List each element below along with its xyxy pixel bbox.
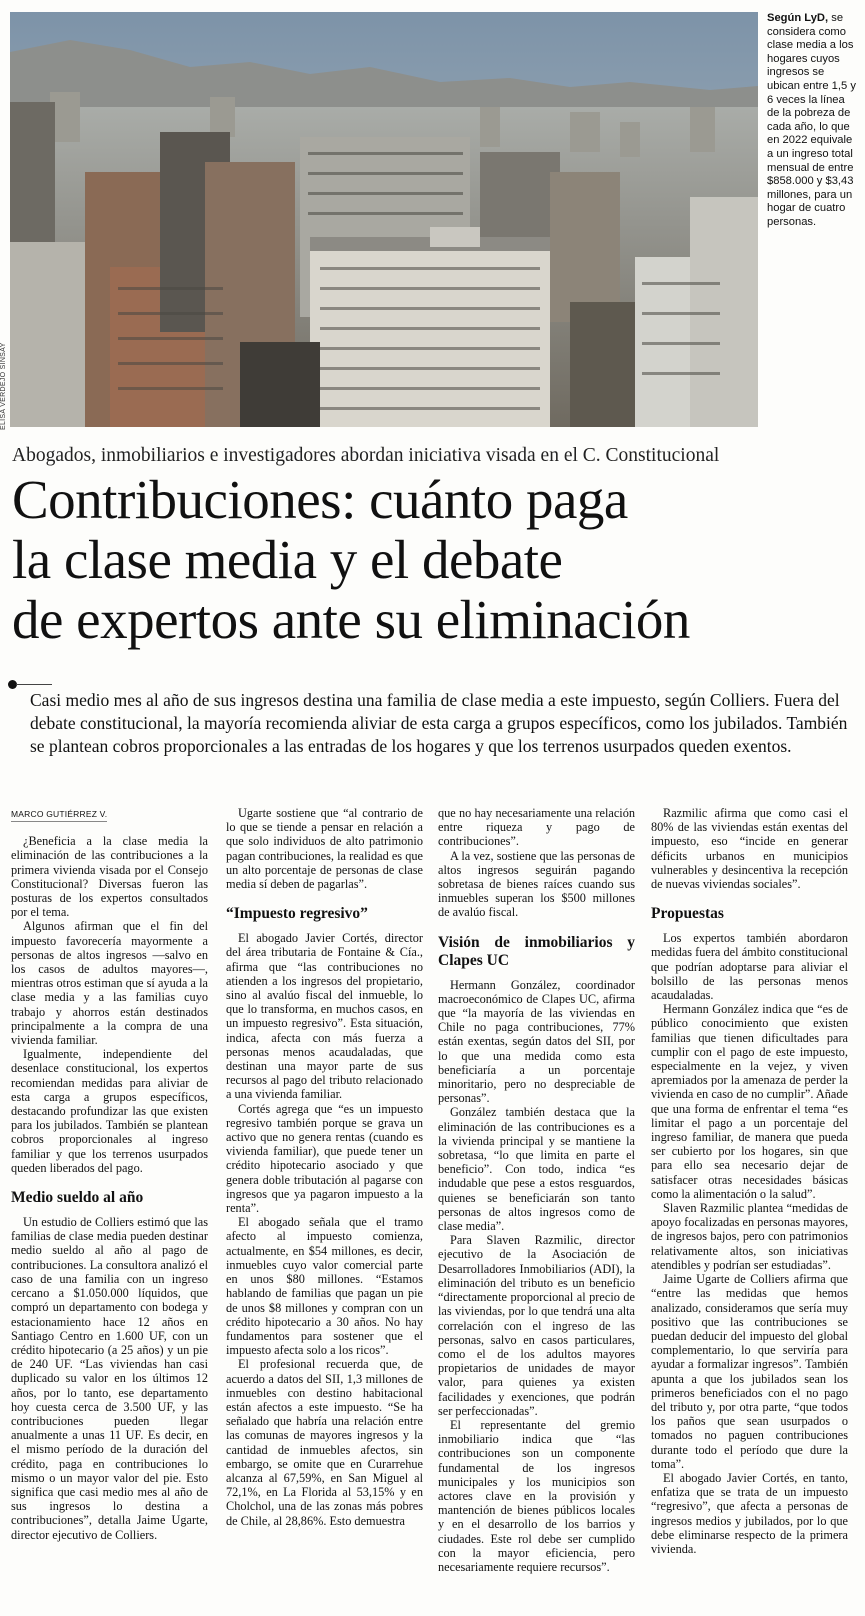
paragraph: El abogado señala que el tramo afecto al impuesto comienza, actualmente, en $54 millones, es decir, inmuebles cuyo valor comercial parte en unos $80 millones. “Estamos hablando de familias que pagan un pie de unos $8 millones y compran con un crédito hipotecario a 30 años. No hay fundamentos para sostener que el impuesto afecta solo a los ricos”. (226, 1215, 423, 1358)
byline: MARCO GUTIÉRREZ V. (11, 807, 107, 822)
article-column-1 (11, 806, 208, 1542)
paragraph: Hermann González indica que “es de público conocimiento que existen familias que tienen dificultades para cumplir con el pago de este impuesto, especialmente en la vejez, y viven apremiados por la amenaza de perder la vivienda en caso de no cumplir”. Añade que una forma de enfrentar el tema “es limitar el pago a un porcentaje del ingreso familiar, de manera que pueda ser cubierto por los hogares, sin que para ello sea necesario dejar de satisfacer otras necesidades básicas como la alimentación o la salud”. (651, 1002, 848, 1201)
paragraph: Jaime Ugarte de Colliers afirma que “entre las medidas que hemos analizado, consideramos que sería muy positivo que las contribuciones se puedan deducir del impuesto del global complementario, lo que serviría para ayudar a formalizar ingresos”. También apunta a que los jubilados sean los primeros beneficiados con el no pago del tributo y, por otra parte, “que todos los paños que sean usurpados o tomados no paguen contribuciones durante todo el período que dure la toma”. (651, 1272, 848, 1471)
paragraph: Cortés agrega que “es un impuesto regresivo también porque se grava un activo que no genera rentas (cuando es vivienda familiar), que puede tener un crédito hipotecario asociado y que genera doble tributación al pagarse con ingresos que ya pagaron impuesto a la renta”. (226, 1101, 423, 1216)
article-column-3 (438, 806, 635, 1574)
paragraph: que no hay necesariamente una relación entre riqueza y pago de contribuciones”. (438, 806, 635, 849)
kicker: Abogados, inmobiliarios e investigadores abordan iniciativa visada en el C. Constitucional (12, 445, 720, 466)
paragraph: Igualmente, independiente del desenlace constitucional, los expertos recomiendan medidas para aliviar de esta carga a grupos específicos, destacando profundizar las que existen para los jubilados. También se plantean cobros proporcionales al ingreso familiar y que los terrenos usurpados queden liberados del pago. (11, 1047, 208, 1175)
headline-line-3: de expertos ante su eliminación (12, 589, 690, 650)
headline (12, 470, 857, 650)
paragraph: ¿Beneficia a la clase media la eliminación de las contribuciones a la primera vivienda visada por el Consejo Constitucional? Diversas fueron las posturas de los expertos consultados por el tema. (11, 834, 208, 920)
paragraph: El profesional recuerda que, de acuerdo a datos del SII, 1,3 millones de inmuebles con destino habitacional están afectos a este impuesto. “Se ha señalado que habría una relación entre las comunas de mayores ingresos y la cantidad de inmuebles afectos, sin embargo, se omite que en Curarrehue alcanza al 67,59%, en San Miguel al 72,1%, en La Florida al 53,15% y en Cholchol, una de las zonas más pobres de Chile, al 28,86%. Esto demuestra (226, 1357, 423, 1528)
paragraph: El abogado Javier Cortés, en tanto, enfatiza que se trata de un impuesto “regresivo”, que afecta a personas de ingresos medios y jubilados, por lo que debe eliminarse respecto de la primera vivienda. (651, 1470, 848, 1556)
lead-paragraph: Casi medio mes al año de sus ingresos destina una familia de clase media a este impuesto, según Colliers. Fuera del debate constitucional, la mayoría recomienda aliviar de esta carga a grupos específicos, como los jubilados. También se plantean cobros proporcionales a las entradas de los hogares y que los terrenos usurpados queden exentos. (30, 690, 848, 756)
paragraph: Razmilic afirma que como casi el 80% de las viviendas están exentas del impuesto, eso “incide en generar déficits urbanos en municipios vulnerables y desincentiva la recepción de nuevas viviendas sociales”. (651, 806, 848, 892)
paragraph: Un estudio de Colliers estimó que las familias de clase media pueden destinar medio sueldo al año al pago de contribuciones. La consultora analizó el caso de una familia con un ingreso cercano a $1.050.000 líquidos, que compró un departamento con bodega y estacionamiento hace 12 años en Santiago Centro en 1.600 UF, con un crédito hipotecario (a 25 años) y un pie de 240 UF. “Las viviendas han casi duplicado su valor en los últimos 12 años, por lo tanto, ese departamento hoy cuesta cerca de 3.500 UF, y las contribuciones pueden llegar anualmente a unas 11 UF. Es decir, en el mismo período de la duración del crédito, paga en contribuciones lo mismo o un mayor valor del pie. Esto significa que casi medio mes al año de sus ingresos lo destina a contribuciones”, detalla Jaime Ugarte, director ejecutivo de Colliers. (11, 1215, 208, 1542)
city-skyline-photo (10, 12, 758, 427)
article-column-2 (226, 806, 423, 1528)
lead-bullet-line (16, 684, 52, 685)
headline-line-1: Contribuciones: cuánto paga (12, 469, 628, 530)
headline-line-2: la clase media y el debate (12, 529, 563, 590)
caption-source: Según LyD, (767, 12, 829, 24)
section-heading: Medio sueldo al año (11, 1189, 144, 1207)
section-heading: Visión de inmobiliarios y Clapes UC (438, 933, 635, 969)
caption-text: se considera como clase media a los hogares cuyos ingresos se ubican entre 1,5 y 6 veces la línea de la pobreza de cada año, lo que en 2022 equivale a un ingreso total mensual de entre $858.000 y $3,43 millones, para un hogar de cuatro personas. (767, 12, 856, 228)
photo-caption (767, 12, 859, 230)
section-heading: Propuestas (651, 905, 724, 923)
paragraph: El representante del gremio inmobiliario indica que “las contribuciones son un componente fundamental de los ingresos municipales y los municipios son actores clave en la provisión y mantención de bienes públicos locales y en el desarrollo de los barrios y ciudades. Este rol debe ser cumplido con la mayor eficiencia, pero necesariamente requiere recursos”. (438, 1417, 635, 1574)
section-heading: “Impuesto regresivo” (226, 905, 368, 923)
paragraph: A la vez, sostiene que las personas de altos ingresos seguirán pagando sobretasa de bienes raíces cuando sus inmuebles superan los $500 millones de avalúo fiscal. (438, 848, 635, 920)
paragraph: Los expertos también abordaron medidas fuera del ámbito constitucional que podrían adoptarse para aliviar el bolsillo de las personas menos acaudaladas. (651, 931, 848, 1003)
paragraph: Para Slaven Razmilic, director ejecutivo de la Asociación de Desarrolladores Inmobiliarios (ADI), la eliminación del tributo es un beneficio “directamente proporcional al precio de las viviendas, por lo que tendrá una alta correlación con el ingreso de las personas, salvo en casos particulares, como el de los adultos mayores propietarios de unidades de mayor valor, para quienes ya existen facilidades y exenciones, que podrán ser perfeccionadas”. (438, 1233, 635, 1418)
paragraph: Algunos afirman que el fin del impuesto favorecería mayormente a personas de altos ingresos —salvo en los casos de adultos mayores—, mientras otros estiman que sí ayuda a la clase media y a las familias cuyo trabajo y ahorros están destinados principalmente a la compra de una vivienda familiar. (11, 919, 208, 1048)
paragraph: El abogado Javier Cortés, director del área tributaria de Fontaine & Cía., afirma que “las contribuciones no atienden a los ingresos del propietario, sino al avalúo fiscal del inmueble, lo que lo transforma, en muchos casos, en un impuesto regresivo”. Esta situación, indica, afecta con más fuerza a personas menos acaudaladas, que destinan una mayor parte de sus recursos al pago del tributo relacionado a una vivienda familiar. (226, 931, 423, 1102)
paragraph: Hermann González, coordinador macroeconómico de Clapes UC, afirma que “la mayoría de las viviendas en Chile no paga contribuciones, 77% están exentas, según datos del SII, por lo que una medida como esta beneficiaría a un porcentaje minoritario, pero no despreciable de personas”. (438, 977, 635, 1106)
paragraph: González también destaca que la eliminación de las contribuciones es a la vivienda principal y se mantiene la sobretasa, “lo que limita en parte el beneficio”. Con todo, indica “es indudable que pese a estos resguardos, quienes se beneficiarán son tanto personas de altos ingresos como de clase media”. (438, 1105, 635, 1234)
paragraph: Ugarte sostiene que “al contrario de lo que se tiende a pensar en relación a que solo individuos de alto patrimonio pagan contribuciones, la realidad es que un alto porcentaje de personas de clase media sí deben de pagarlas”. (226, 806, 423, 892)
article-column-4 (651, 806, 848, 1556)
paragraph: Slaven Razmilic plantea “medidas de apoyo focalizadas en personas mayores, de ingresos bajos, pero con patrimonios relativamente altos, son iniciativas atendibles y podrían ser estudiadas”. (651, 1201, 849, 1272)
photo-credit: ELISA VERDEJO SINSAY (0, 342, 7, 430)
